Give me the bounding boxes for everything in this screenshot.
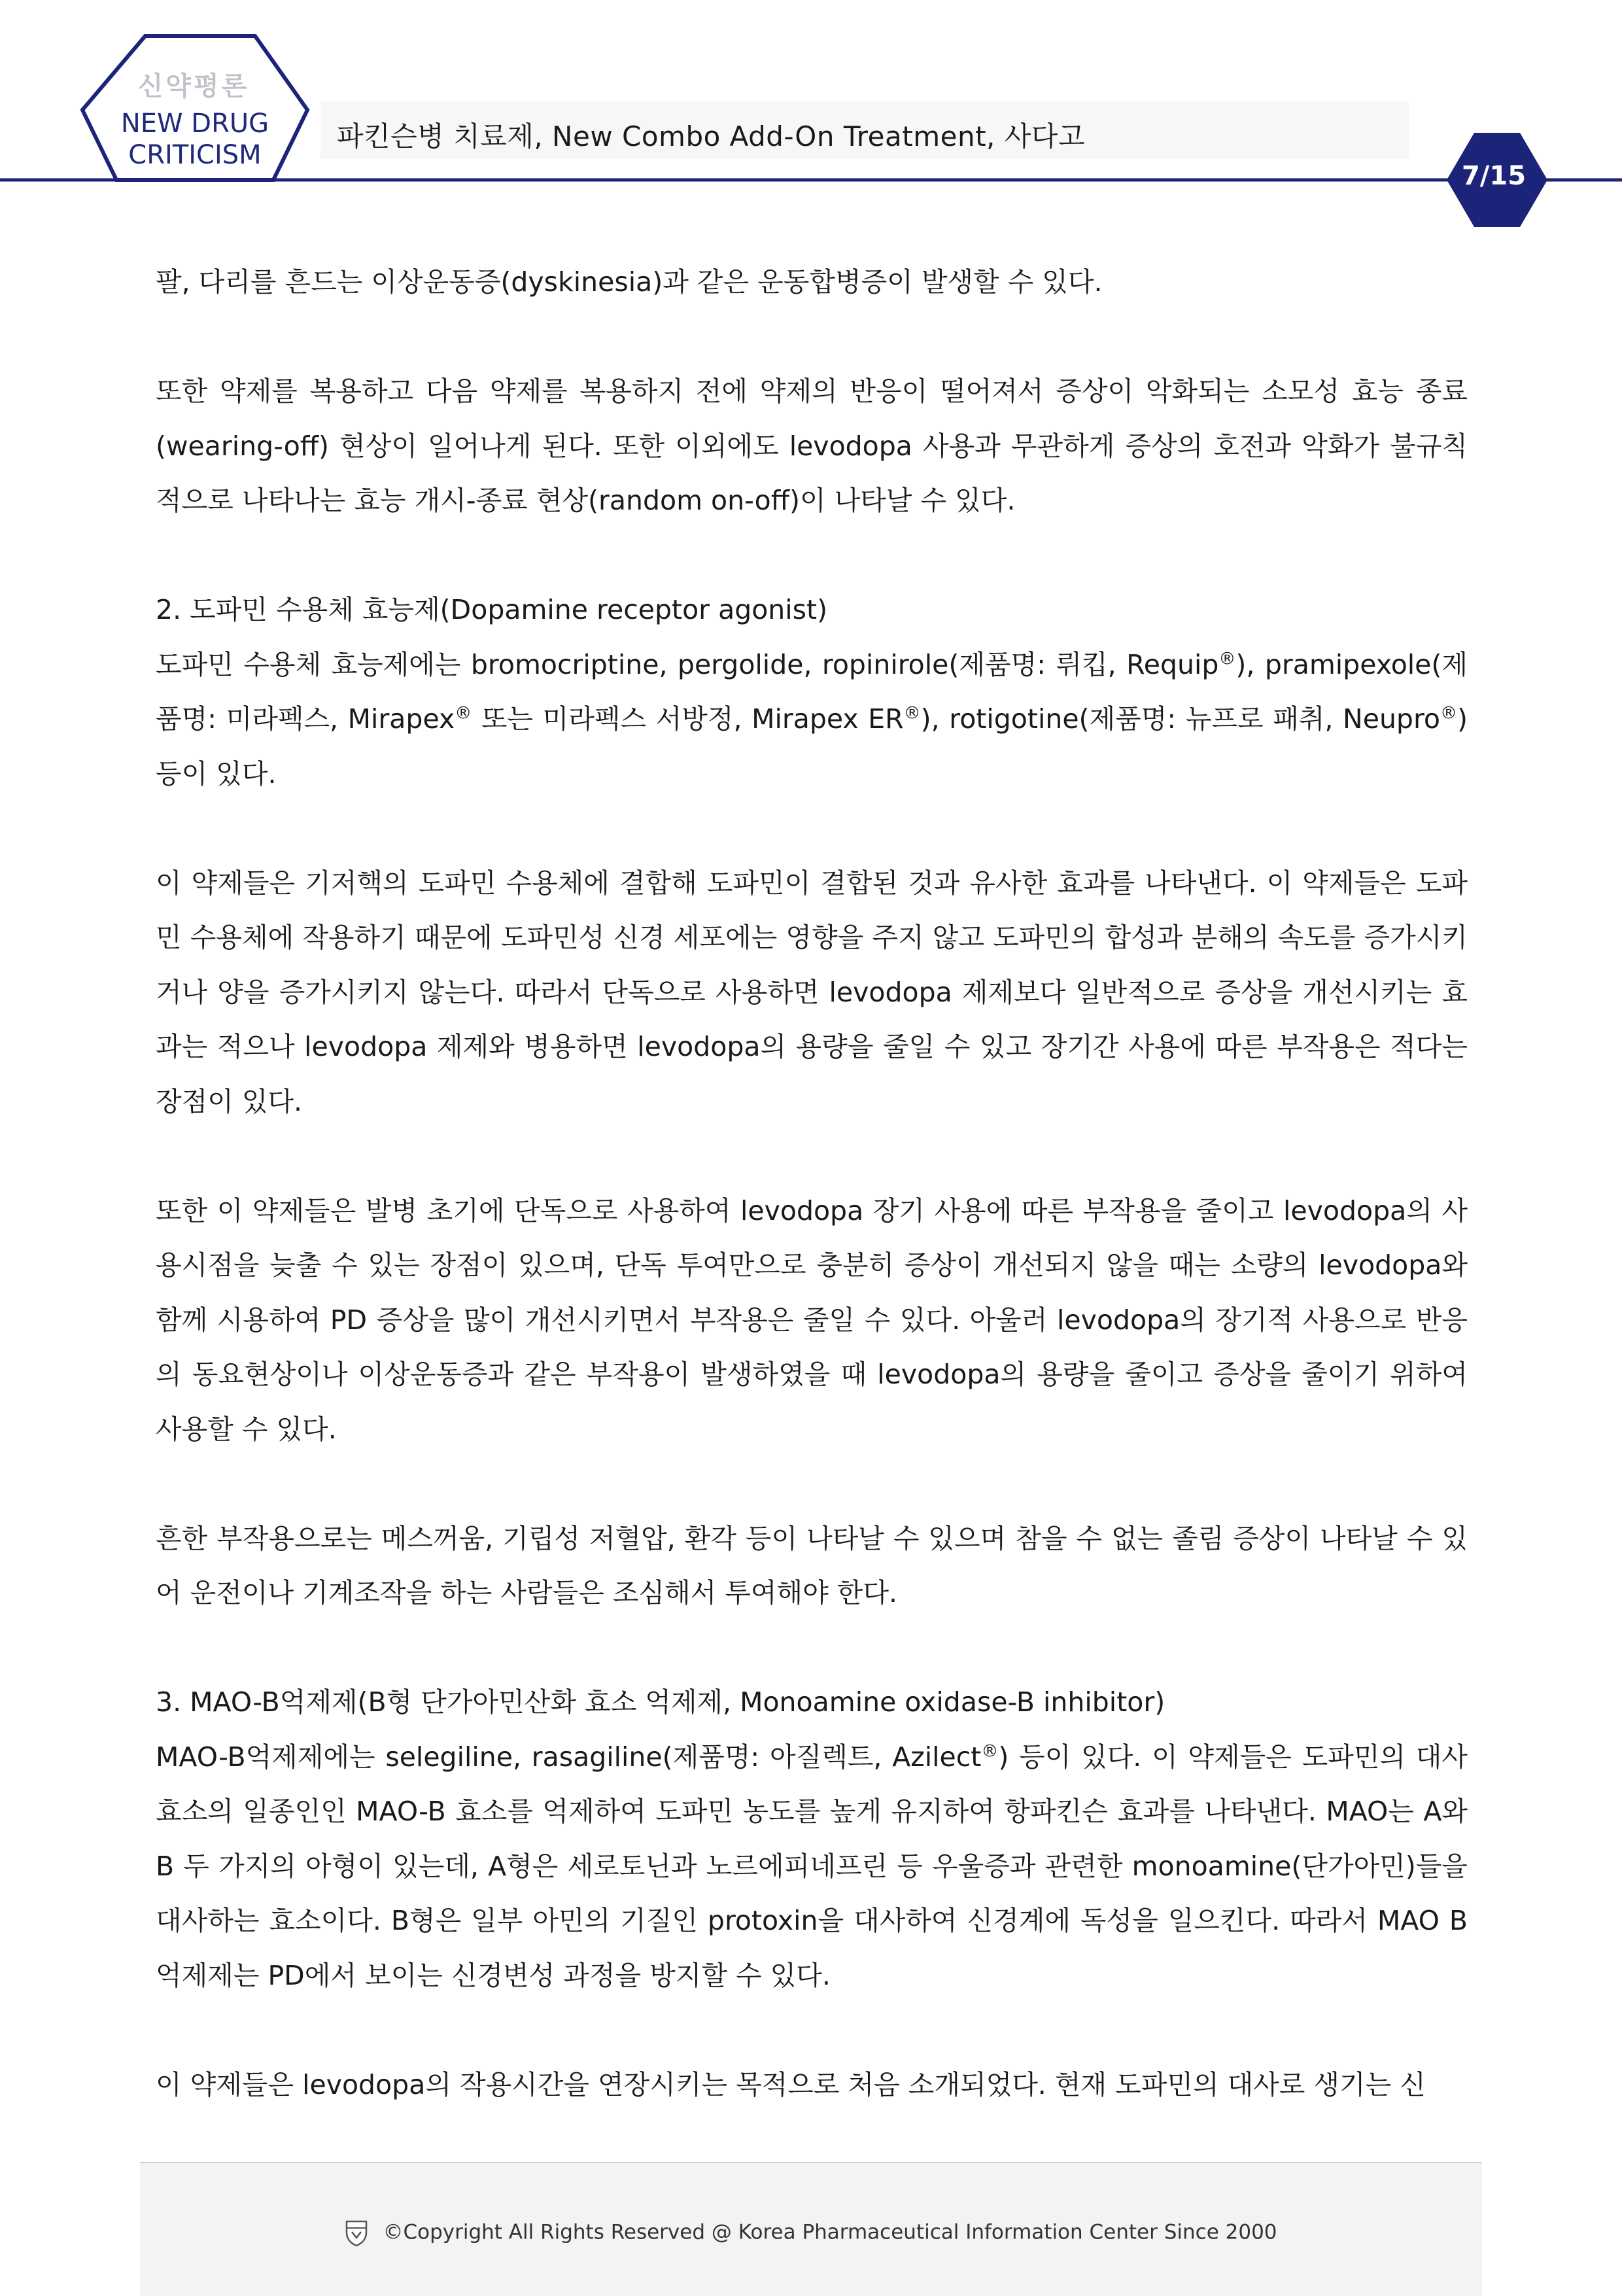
document-body [156, 255, 1468, 2112]
paragraph-dopamine-agonist-list [156, 638, 1468, 802]
paragraph-dyskinesia: 팔, 다리를 흔드는 이상운동증(dyskinesia)과 같은 운동합병증이 발생할 수 있다. [156, 266, 1103, 298]
registered-mark: ® [1218, 648, 1236, 669]
footer-copyright [140, 2219, 1482, 2247]
text-run: ), pramipexole(제품명: 미라펙스, Mirapex [156, 648, 1468, 735]
paragraph-mao-b-list [156, 1730, 1468, 2004]
registered-mark: ® [903, 703, 921, 723]
logo-korean: 신약평론 [137, 71, 250, 101]
section-heading-dopamine-agonist: 2. 도파민 수용체 효능제(Dopamine receptor agonist) [156, 594, 828, 625]
footer-text: ©Copyright All Rights Reserved @ Korea Pharmaceutical Information Center Since 2000 [383, 2220, 1277, 2244]
paragraph-mao-b-history: 이 약제들은 levodopa의 작용시간을 연장시키는 목적으로 처음 소개되었다. 현재 도파민의 대사로 생기는 신 [156, 2068, 1426, 2100]
header-title: 파킨슨병 치료제, New Combo Add-On Treatment, 사다고 [337, 120, 1085, 152]
paragraph-agonist-early-use: 또한 이 약제들은 발병 초기에 단독으로 사용하여 levodopa 장기 사용에 따른 부작용을 줄이고 levodopa의 사용시점을 늦출 수 있는 장점이 있으며, 단독 투여만으로 충분히 증상이 개선되지 않을 때는 소량의 levodopa와 함께 시용하여 PD 증상을 많이 개선시키면서 부작용은 줄일 수 있다. 아울러 levodopa의 장기적 사용으로 반응의 동요현상이나 이상운동증과 같은 부작용이 발생하였을 때 levodopa의 용량을 줄이고 증상을 줄이기 위하여 사용할 수 있다. [156, 1194, 1468, 1445]
paragraph-side-effects: 흔한 부작용으로는 메스꺼움, 기립성 저혈압, 환각 등이 나타날 수 있으며 참을 수 없는 졸림 증상이 나타날 수 있어 운전이나 기계조작을 하는 사람들은 조심해서 투여해야 한다. [156, 1522, 1468, 1609]
page-number: 7/15 [1461, 161, 1527, 191]
registered-mark: ® [455, 703, 472, 723]
text-run: ), rotigotine(제품명: 뉴프로 패취, Neupro [920, 703, 1440, 735]
paragraph-wearing-off: 또한 약제를 복용하고 다음 약제를 복용하지 전에 약제의 반응이 떨어져서 증상이 악화되는 소모성 효능 종료(wearing-off) 현상이 일어나게 된다. 또한 이외에도 levodopa 사용과 무관하게 증상의 호전과 악화가 불규칙적으로 나타나는 효능 개시-종료 현상(random on-off)이 나타날 수 있다. [156, 375, 1468, 516]
text-run: 도파민 수용체 효능제에는 bromocriptine, pergolide, ropinirole(제품명: 뤼킵, Requip [156, 648, 1219, 680]
footer [140, 2162, 1482, 2296]
text-run: 또는 미라펙스 서방정, Mirapex ER [472, 703, 904, 735]
logo-english-line1: NEW DRUG [120, 109, 269, 139]
text-run: ) 등이 있다. 이 약제들은 도파민의 대사효소의 일종인인 MAO-B 효소를 억제하여 도파민 농도를 높게 유지하여 항파킨슨 효과를 나타낸다. MAO는 A와 B 두 가지의 아형이 있는데, A형은 세로토닌과 노르에피네프린 등 우울증과 관련한 monoamine(단가아민)들을 대사하는 효소이다. B형은 일부 아민의 기질인 protoxin을 대사하여 신경계에 독성을 일으킨다. 따라서 MAO B 억제제는 PD에서 보이는 신경변성 과정을 방지할 수 있다. [156, 1741, 1468, 1991]
section-heading-mao-b: 3. MAO-B억제제(B형 단가아민산화 효소 억제제, Monoamine oxidase-B inhibitor) [156, 1686, 1165, 1718]
registered-mark: ® [981, 1741, 999, 1761]
logo-english-line2: CRITICISM [128, 140, 262, 170]
shield-crest-icon [345, 2219, 368, 2247]
text-run: ) 등이 있다. [156, 703, 1468, 790]
paragraph-agonist-mechanism: 이 약제들은 기저핵의 도파민 수용체에 결합해 도파민이 결합된 것과 유사한 효과를 나타낸다. 이 약제들은 도파민 수용체에 작용하기 때문에 도파민성 신경 세포에는 영향을 주지 않고 도파민의 합성과 분해의 속도를 증가시키거나 양을 증가시키지 않는다. 따라서 단독으로 사용하면 levodopa 제제보다 일반적으로 증상을 개선시키는 효과는 적으나 levodopa 제제와 병용하면 levodopa의 용량을 줄일 수 있고 장기간 사용에 따른 부작용은 적다는 장점이 있다. [156, 867, 1468, 1117]
text-run: MAO-B억제제에는 selegiline, rasagiline(제품명: 아질렉트, Azilect [156, 1741, 982, 1773]
registered-mark: ® [1440, 703, 1457, 723]
